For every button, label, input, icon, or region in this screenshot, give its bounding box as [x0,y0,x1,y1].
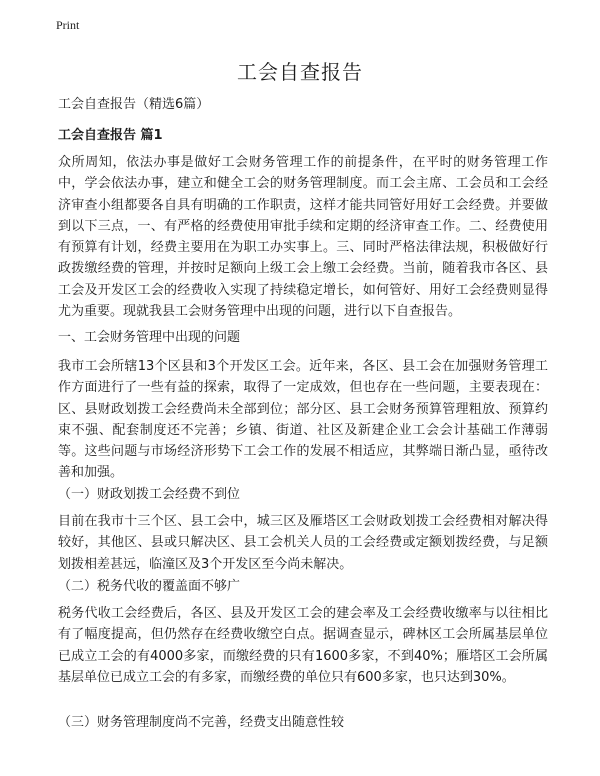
heading-problems: 一、工会财务管理中出现的问题 [58,330,241,345]
paragraph-funding: 目前在我市十三个区、县工会中，城三区及雁塔区工会财政划拨工会经费相对解决得较好，其他区、县或只解决区、县工会机关人员的工会经费或定额划拨经费，与足额划拨相差甚远，临潼区及3个开发区至今尚未解决。 [58,514,548,572]
heading-management-system: （三）财务管理制度尚不完善，经费支出随意性较 [58,715,345,730]
heading-tax-coverage: （二）税务代收的覆盖面不够广 [58,579,241,594]
paragraph-intro: 众所周知，依法办事是做好工会财务管理工作的前提条件，在平时的财务管理工作中，学会依法办事，建立和健全工会的财务管理制度。而工会主席、工会员和工会经济审查小组都要各自具有明确的工作职责，这样才能共同管好用好工会经费。并要做到以下三点，一、有严格的经费使用审批手续和定期的经济审查工作。二、经费使用有预算有计划，经费主要用在为职工办实事上。三、同时严格法律法规，积极做好行政拨缴经费的管理，并按时足额向上级工会上缴工会经费。当前，随着我市各区、县工会及开发区工会的经费收入实现了持续稳定增长，如何管好、用好工会经费则显得尤为重要。现就我县工会财务管理中出现的问题，进行以下自查报告。 [58,155,548,320]
section-title: 工会自查报告 篇1 [58,128,163,143]
print-link[interactable]: Print [56,18,80,32]
document-title: 工会自查报告 [237,60,363,84]
paragraph-problems: 我市工会所辖13个区县和3个开发区工会。近年来，各区、县工会在加强财务管理工作方面进行了一些有益的探索，取得了一定成效，但也存在一些问题，主要表现在：区、县财政划拨工会经费尚未全部到位；部分区、县工会财务预算管理粗放、预算约束不强、配套制度还不完善；乡镇、街道、社区及新建企业工会会计基础工作薄弱等。这些问题与市场经济形势下工会工作的发展不相适应，其弊端日渐凸显，亟待改善和加强。 [58,359,548,481]
paragraph-tax-coverage: 税务代收工会经费后，各区、县及开发区工会的建会率及工会经费收缴率与以往相比有了幅度提高，但仍然存在经费收缴空白点。据调查显示，碑林区工会所属基层单位已成立工会的有4000多家，而缴经费的只有1600多家，不到40%；雁塔区工会所属基层单位已成立工会的有多家，而缴经费的单位只有600多家，也只达到30%。 [58,606,548,685]
document-subtitle: 工会自查报告（精选6篇） [58,97,210,112]
heading-funding: （一）财政划拨工会经费不到位 [58,487,241,502]
